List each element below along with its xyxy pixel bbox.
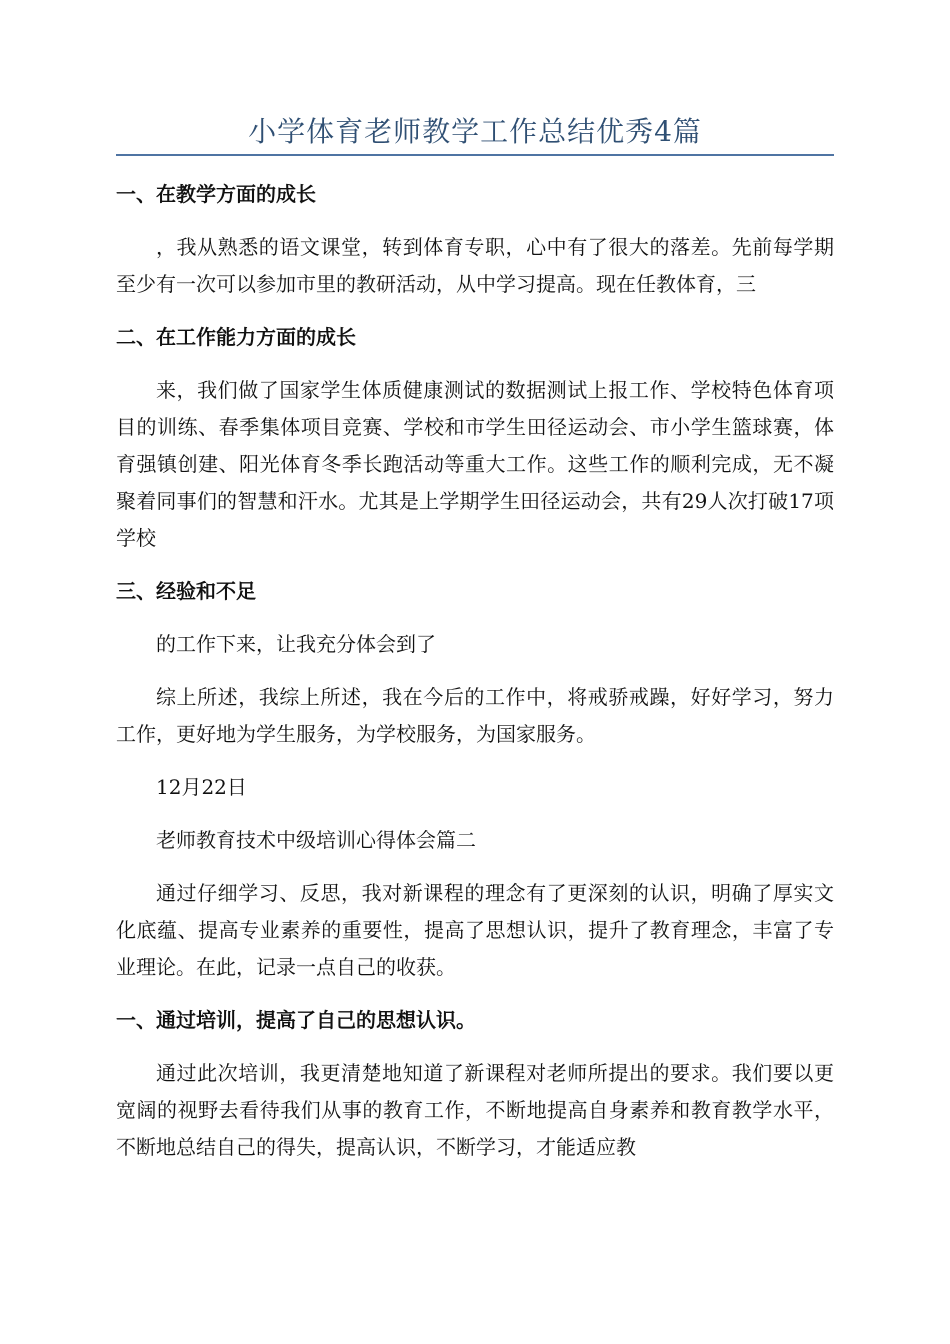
paragraph: 综上所述，我综上所述，我在今后的工作中，将戒骄戒躁，好好学习，努力工作，更好地为学生服务，为学校服务，为国家服务。	[116, 685, 834, 746]
date-line: 12月22日	[156, 775, 247, 799]
document-body	[116, 176, 834, 1182]
paragraph: 的工作下来，让我充分体会到了	[156, 632, 436, 656]
paragraph: 来，我们做了国家学生体质健康测试的数据测试上报工作、学校特色体育项目的训练、春季集体项目竞赛、学校和市学生田径运动会、市小学生篮球赛，体育强镇创建、阳光体育冬季长跑活动等重大工作。这些工作的顺利完成，无不凝聚着同事们的智慧和汗水。尤其是上学期学生田径运动会，共有29人次打破17项学校	[116, 378, 834, 550]
title-underline	[116, 154, 834, 156]
section-heading: 一、通过培训，提高了自己的思想认识。	[116, 1008, 476, 1032]
document-title: 小学体育老师教学工作总结优秀4篇	[248, 115, 702, 148]
paragraph: ，我从熟悉的语文课堂，转到体育专职，心中有了很大的落差。先前每学期至少有一次可以参加市里的教研活动，从中学习提高。现在任教体育，三	[116, 235, 834, 296]
paragraph: 通过仔细学习、反思，我对新课程的理念有了更深刻的认识，明确了厚实文化底蕴、提高专业素养的重要性，提高了思想认识，提升了教育理念，丰富了专业理论。在此，记录一点自己的收获。	[116, 881, 834, 979]
article-subtitle: 老师教育技术中级培训心得体会篇二	[156, 828, 476, 852]
section-heading: 三、经验和不足	[116, 579, 256, 603]
section-heading: 一、在教学方面的成长	[116, 182, 316, 206]
paragraph: 通过此次培训，我更清楚地知道了新课程对老师所提出的要求。我们要以更宽阔的视野去看待我们从事的教育工作，不断地提高自身素养和教育教学水平，不断地总结自己的得失，提高认识，不断学习，才能适应教	[116, 1061, 834, 1159]
section-heading: 二、在工作能力方面的成长	[116, 325, 356, 349]
